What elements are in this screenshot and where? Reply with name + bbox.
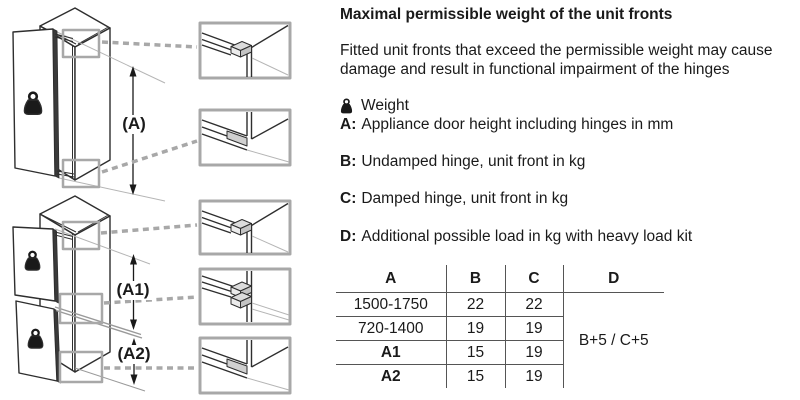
legend-key: A:: [340, 116, 357, 133]
dimension-label-a1: (A1): [113, 281, 152, 300]
cell-b: 19: [446, 317, 505, 341]
col-header-a: A: [336, 265, 446, 293]
cell-c: 19: [505, 341, 563, 365]
detail-box-bottom-hinge: [200, 110, 290, 165]
legend-item-b: [340, 153, 585, 171]
cell-a: A1: [336, 341, 446, 365]
table-row: [336, 293, 664, 317]
single-unit-diagram: [13, 8, 290, 201]
cell-a: A2: [336, 365, 446, 389]
weight-table: [336, 265, 664, 388]
weight-legend-row: [340, 97, 409, 115]
detail-box-bottom-hinge: [200, 338, 290, 393]
detail-box-top-hinge: [200, 23, 290, 78]
legend-key: D:: [340, 228, 357, 245]
legend-item-d: [340, 228, 692, 246]
legend-item-c: [340, 190, 568, 208]
page-title: Maximal permissible weight of the unit fronts: [340, 6, 673, 23]
cell-b: 15: [446, 365, 505, 389]
installation-diagrams: [0, 0, 335, 400]
legend-item-a: [340, 116, 673, 134]
cell-c: 19: [505, 365, 563, 389]
legend-key: C:: [340, 190, 357, 207]
col-header-c: C: [505, 265, 563, 293]
legend-key: B:: [340, 153, 357, 170]
detail-box-top-hinge: [200, 201, 290, 254]
cell-c: 19: [505, 317, 563, 341]
table-header-row: [336, 265, 664, 293]
cell-c: 22: [505, 293, 563, 317]
cell-b: 15: [446, 341, 505, 365]
legend-text: Undamped hinge, unit front in kg: [361, 153, 586, 170]
cell-b: 22: [446, 293, 505, 317]
legend-text: Additional possible load in kg with heavy load kit: [361, 228, 693, 245]
col-header-d: D: [563, 265, 664, 293]
legend-text: Damped hinge, unit front in kg: [361, 190, 569, 207]
cell-a: 1500-1750: [336, 293, 446, 317]
dimension-label-a2: (A2): [114, 345, 153, 364]
detail-box-middle-hinge: [200, 269, 290, 324]
cell-a: 720-1400: [336, 317, 446, 341]
legend-text: Appliance door height including hinges in mm: [361, 116, 674, 133]
intro-paragraph: Fitted unit fronts that exceed the permissible weight may cause damage and result in functional impairment of the hinges: [340, 42, 773, 79]
d-merged-cell: B+5 / C+5: [578, 332, 649, 349]
dimension-label-a: (A): [119, 115, 149, 134]
weight-label: Weight: [361, 97, 409, 114]
col-header-b: B: [446, 265, 505, 293]
weight-icon: [340, 98, 353, 114]
